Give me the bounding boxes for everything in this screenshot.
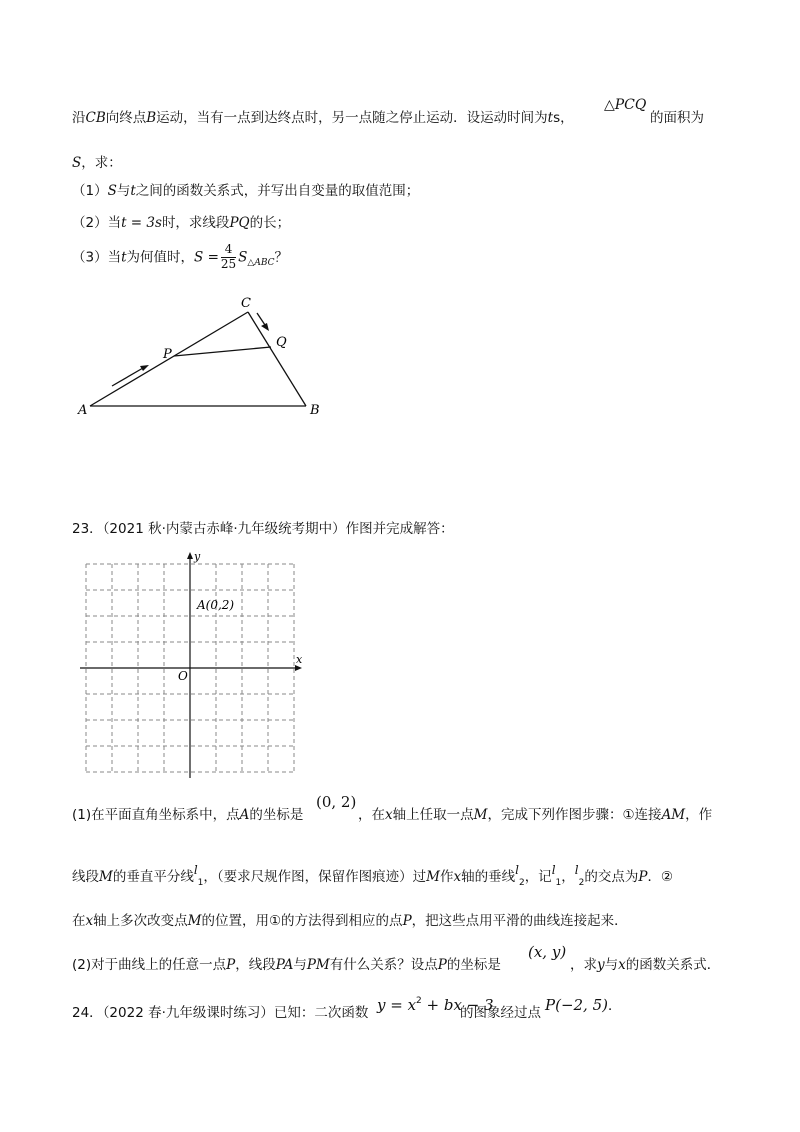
label-origin: O bbox=[178, 669, 188, 683]
q22-line1-end: 的面积为 bbox=[650, 110, 704, 126]
q23-para4-cont: ，求y与x的函数关系式． bbox=[570, 957, 721, 973]
label-b: B bbox=[310, 403, 320, 418]
label-c: C bbox=[241, 296, 251, 311]
label-point-a: A(0,2) bbox=[197, 598, 235, 612]
q23-para1: (1)在平面直角坐标系中，点A的坐标是 bbox=[72, 807, 304, 823]
label-q: Q bbox=[276, 335, 287, 350]
fraction: $\frac{4}{25}$ bbox=[220, 242, 237, 271]
y-axis-arrow bbox=[187, 552, 193, 559]
q23-coord-p: (x, y) bbox=[528, 943, 567, 961]
q22-triangle-label: △PCQ bbox=[604, 97, 647, 113]
grid-figure bbox=[80, 552, 310, 780]
label-a: A bbox=[78, 403, 88, 418]
segment-pq bbox=[174, 347, 271, 356]
q22-item3: （3）当t为何值时，S = $\frac{4}{25}$ $S_{\triangle ABC}$？ bbox=[72, 242, 289, 271]
arrowhead-ap bbox=[140, 365, 149, 371]
q24-mid: 的图象经过点 bbox=[460, 1005, 541, 1021]
side-cb bbox=[248, 312, 306, 406]
q24-expr: $y = x^2$ + bx − 3 bbox=[377, 996, 494, 1014]
q23-coord-a: (0, 2) bbox=[316, 793, 357, 811]
q23-header: 23．（2021 秋·内蒙古赤峰·九年级统考期中）作图并完成解答： bbox=[72, 521, 454, 537]
label-y: y bbox=[194, 552, 201, 563]
q23-para4: (2)对于曲线上的任意一点P，线段PA与PM有什么关系？设点P的坐标是 bbox=[72, 957, 501, 973]
q23-para2: 线段M的垂直平分线$l_1$，（要求尺规作图，保留作图痕迹）过M作x轴的垂线$l_2$，记$l_1$，$l_2$的交点为P．② bbox=[72, 863, 674, 888]
label-x: x bbox=[296, 653, 303, 666]
arrowhead-cq bbox=[261, 323, 269, 331]
triangle-figure bbox=[70, 290, 340, 420]
q24-point: P(−2, 5)． bbox=[545, 996, 622, 1014]
q22-line2: S，求： bbox=[72, 155, 122, 171]
q23-para1-cont: ，在x轴上任取一点M，完成下列作图步骤：①连接AM，作 bbox=[358, 807, 713, 823]
q22-line1: 沿CB向终点B运动，当有一点到达终点时，另一点随之停止运动．设运动时间为ts， bbox=[72, 110, 574, 126]
arrow-cq bbox=[257, 313, 265, 325]
q23-para3: 在x轴上多次改变点M的位置，用①的方法得到相应的点P，把这些点用平滑的曲线连接起来． bbox=[72, 913, 628, 929]
q24-header: 24．（2022 春·九年级课时练习）已知：二次函数 bbox=[72, 1005, 369, 1021]
q22-item2: （2）当t = 3s时，求线段PQ的长； bbox=[72, 215, 291, 231]
label-p: P bbox=[163, 347, 172, 362]
q22-item1: （1）S与t之间的函数关系式，并写出自变量的取值范围； bbox=[72, 183, 420, 199]
